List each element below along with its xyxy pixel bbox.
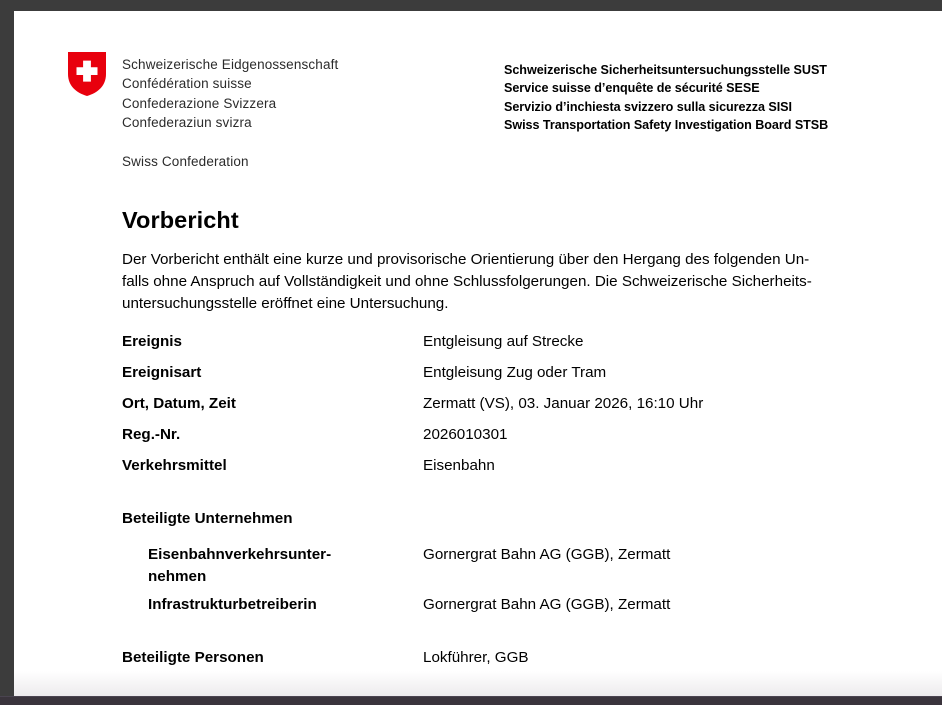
intro-line-2: falls ohne Anspruch auf Vollständigkeit und ohne Schlussfolgerungen. Die Schweizerische Sicherheits- [122, 273, 812, 291]
field-row-ereignis [122, 331, 922, 362]
field-value-verkehrsmittel: Eisenbahn [423, 457, 495, 474]
field-label-ereignis: Ereignis [122, 333, 182, 350]
agency-line-it: Servizio d’inchiesta svizzero sulla sicurezza SISI [504, 99, 792, 114]
confederation-line-rm: Confederaziun svizra [122, 115, 252, 131]
confederation-line-de: Schweizerische Eidgenossenschaft [122, 57, 339, 72]
field-row-verkehrsmittel [122, 455, 922, 486]
confederation-names [122, 55, 338, 171]
field-value-eisenbahnverkehrsunternehmen: Gornergrat Bahn AG (GGB), Zermatt [423, 546, 671, 563]
page-title: Vorbericht [122, 207, 239, 233]
field-label-reg-nr: Reg.-Nr. [122, 426, 181, 443]
field-row-ereignisart [122, 362, 922, 393]
intro-line-3: untersuchungsstelle eröffnet eine Untersuchung. [122, 295, 449, 313]
section-heading-unternehmen-label: Beteiligte Unternehmen [122, 510, 293, 527]
field-row-infrastrukturbetreiberin [122, 594, 922, 625]
field-label-eisenbahnverkehrsunternehmen: Eisenbahnverkehrsunter- nehmen [148, 546, 332, 585]
section-heading-unternehmen [122, 508, 922, 544]
field-value-ereignisart: Entgleisung Zug oder Tram [423, 364, 607, 381]
event-details-list [122, 331, 922, 678]
agency-line-en: Swiss Transportation Safety Investigation Board STSB [504, 117, 829, 132]
confederation-line-fr: Confédération suisse [122, 76, 252, 92]
intro-paragraph [122, 249, 922, 316]
agency-line-de: Schweizerische Sicherheitsuntersuchungsstelle SUST [504, 63, 827, 77]
confederation-gap [122, 133, 338, 152]
field-value-reg-nr: 2026010301 [423, 426, 508, 443]
document-page [14, 11, 942, 697]
field-row-reg-nr [122, 424, 922, 455]
field-value-ereignis: Entgleisung auf Strecke [423, 333, 584, 350]
agency-line-fr: Service suisse d’enquête de sécurité SESE [504, 81, 760, 96]
field-label-ereignisart: Ereignisart [122, 364, 202, 381]
confederation-line-it: Confederazione Svizzera [122, 95, 277, 111]
document-header [14, 11, 942, 181]
field-value-infrastrukturbetreiberin: Gornergrat Bahn AG (GGB), Zermatt [423, 596, 671, 613]
field-value-beteiligte-personen: Lokführer, GGB [423, 649, 529, 666]
field-row-ort-datum-zeit [122, 393, 922, 424]
field-label-infrastrukturbetreiberin: Infrastrukturbetreiberin [148, 596, 317, 613]
field-row-beteiligte-personen [122, 647, 922, 678]
field-value-ort-datum-zeit: Zermatt (VS), 03. Januar 2026, 16:10 Uhr [423, 395, 704, 412]
field-label-ort-datum-zeit: Ort, Datum, Zeit [122, 395, 236, 412]
field-label-verkehrsmittel: Verkehrsmittel [122, 457, 227, 474]
confederation-line-en: Swiss Confederation [122, 153, 249, 169]
agency-names [504, 61, 828, 134]
field-label-beteiligte-personen: Beteiligte Personen [122, 649, 264, 666]
intro-line-1: Der Vorbericht enthält eine kurze und provisorische Orientierung über den Hergang des folgenden Un- [122, 251, 810, 268]
field-row-eisenbahnverkehrsunternehmen [122, 544, 922, 594]
swiss-coat-of-arms-icon [68, 52, 106, 96]
